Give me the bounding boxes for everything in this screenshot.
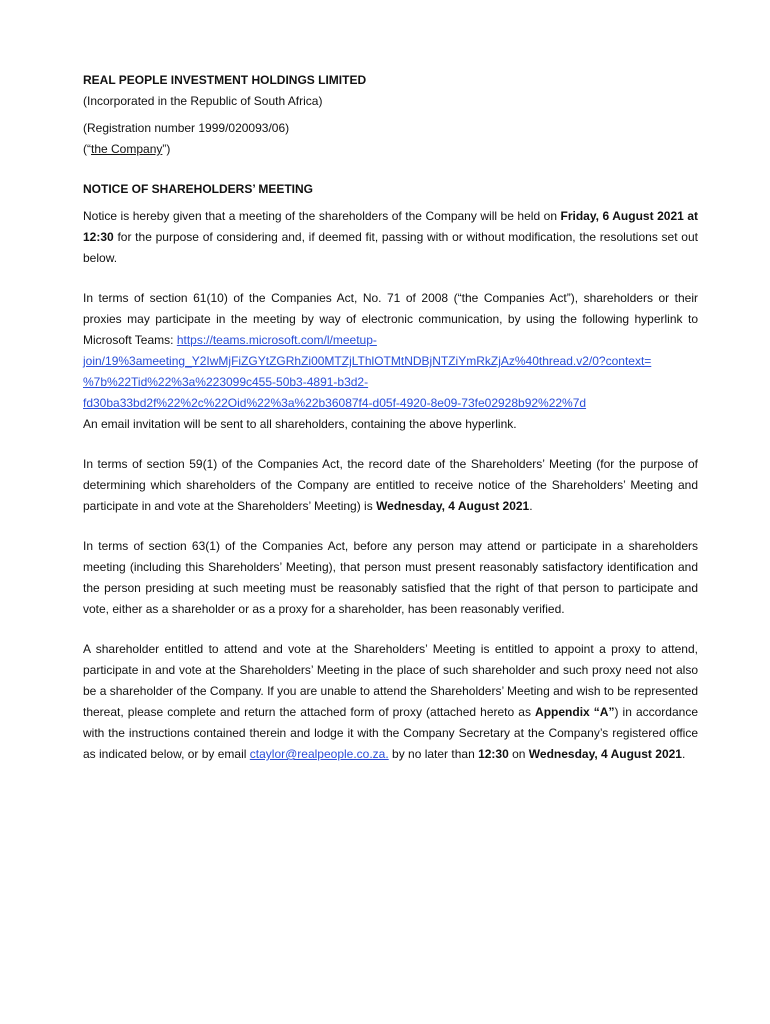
- para2-text: In terms of section 61(10) of the Companies Act, No. 71 of 2008 (“the Companies Act”), shareholders or their proxies may participate in the meeting by way of electronic communication, by using the following hyperlink to Microsoft Teams:: [83, 291, 698, 347]
- para5-lead: A shareholder entitled to attend and vote at the Shareholders’ Meeting is entitled to appoint a proxy to attend, participate in and vote at the Shareholders’ Meeting in the place of such shareholder and such proxy need not also be a shareholder of the Company. If you are unable to attend the Shareholders’ Meeting and wish to be represented thereat, please complete and return the attached form of proxy (attached hereto as: [83, 642, 698, 719]
- registration-number: (Registration number 1999/020093/06): [83, 121, 290, 135]
- record-date: Wednesday, 4 August 2021: [376, 499, 530, 513]
- alias-open: (“: [83, 142, 91, 156]
- secretary-email-link[interactable]: ctaylor@realpeople.co.za.: [249, 747, 389, 761]
- company-alias: [83, 139, 698, 160]
- teams-link-start[interactable]: https://teams.microsoft.com/l/meetup-: [176, 333, 377, 347]
- notice-body: [83, 70, 698, 765]
- appendix-reference: Appendix “A”: [535, 705, 615, 719]
- para5-middle: ) in accordance with the instructions contained therein and lodge it with the Company Secretary at the Company’s registered office as indicated below, or by email: [83, 705, 698, 761]
- electronic-participation-paragraph: [83, 288, 698, 351]
- teams-link-line-4[interactable]: fd30ba33bd2f%22%2c%22Oid%22%3a%22b36087f4-d05f-4920-8e09-73fe02928b92%22%7d: [83, 396, 587, 410]
- teams-link-line-3[interactable]: %7b%22Tid%22%3a%223099c455-50b3-4891-b3d2-: [83, 375, 369, 389]
- incorporation-note: (Incorporated in the Republic of South Africa): [83, 94, 323, 108]
- para5-on: on: [508, 747, 529, 761]
- meeting-date-paragraph: [83, 206, 698, 269]
- notice-title: NOTICE OF SHAREHOLDERS’ MEETING: [83, 182, 314, 196]
- para3-lead: In terms of section 59(1) of the Companies Act, the record date of the Shareholders’ Meeting (for the purpose of determining which shareholders of the Company are entitled to receive notice of the Shareholders’ Meeting and participate in and vote at the Shareholders’ Meeting) is: [83, 457, 698, 513]
- proxy-deadline-date: Wednesday, 4 August 2021: [528, 747, 682, 761]
- para1-lead: Notice is hereby given that a meeting of the shareholders of the Company will be held on: [83, 209, 561, 223]
- teams-link-line-2[interactable]: join/19%3ameeting_Y2IwMjFiZGYtZGRhZi00MTZjLThlOTMtNDBjNTZiYmRkZjAz%40thread.v2/0?context=: [83, 354, 652, 368]
- alias-name: the Company: [91, 142, 163, 156]
- identification-paragraph: In terms of section 63(1) of the Companies Act, before any person may attend or participate in a shareholders meeting (including this Shareholders’ Meeting), that person must present reasonably satisfactory identification and the person presiding at such meeting must be reasonably satisfied that the right of that person to participate and vote, either as a shareholder or as a proxy for a shareholder, has been reasonably verified.: [83, 539, 698, 616]
- teams-link-continuation[interactable]: [83, 351, 698, 414]
- proxy-paragraph: [83, 639, 698, 765]
- alias-close: ”): [162, 142, 171, 156]
- company-name: REAL PEOPLE INVESTMENT HOLDINGS LIMITED: [83, 73, 367, 87]
- meeting-date: Friday, 6 August 2021 at 12:30: [83, 209, 698, 244]
- para5-after-email: by no later than: [388, 747, 479, 761]
- para1-tail: for the purpose of considering and, if deemed fit, passing with or without modification, the resolutions set out below.: [83, 230, 698, 265]
- email-invitation-note: An email invitation will be sent to all shareholders, containing the above hyperlink.: [83, 417, 517, 431]
- record-date-paragraph: [83, 454, 698, 517]
- para3-tail: .: [529, 499, 533, 513]
- para5-end: .: [681, 747, 686, 761]
- proxy-deadline-time: 12:30: [478, 747, 509, 761]
